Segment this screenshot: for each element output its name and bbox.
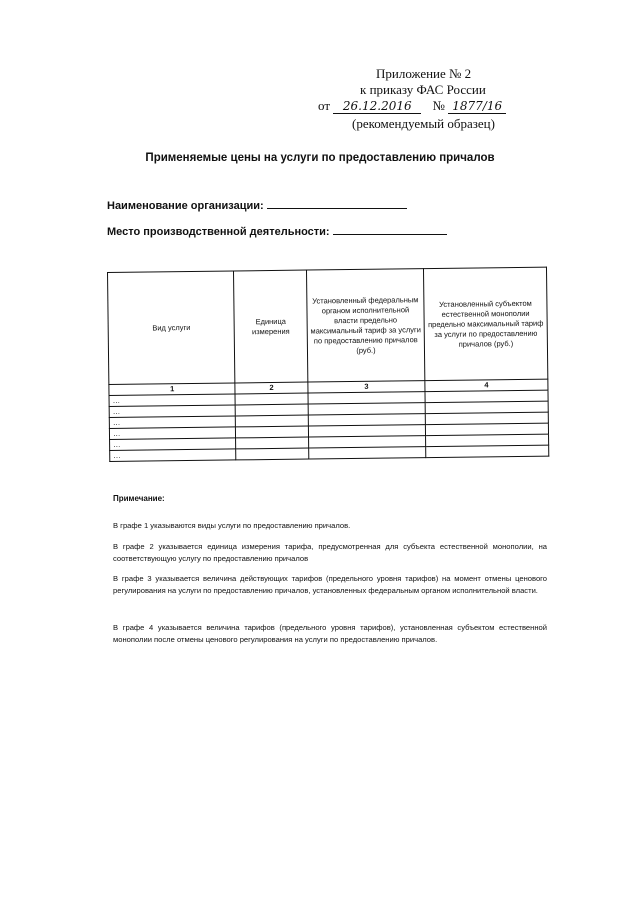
row-cell <box>236 448 309 460</box>
row-service-cell: … <box>110 449 237 462</box>
col-header-service: Вид услуги <box>108 271 236 385</box>
notes-heading: Примечание: <box>113 494 165 503</box>
order-reference: к приказу ФАС России <box>360 82 486 97</box>
row-cell <box>236 404 309 416</box>
row-service-cell: … <box>110 438 237 451</box>
appendix-label: Приложение № 2 <box>376 66 472 81</box>
col-number-3: 3 <box>308 381 425 393</box>
row-service-cell: … <box>109 405 236 418</box>
org-name-label: Наименование организации: <box>107 200 264 212</box>
order-number: 1877/16 <box>448 99 506 114</box>
row-cell <box>235 393 308 405</box>
place-label: Место производственной деятельности: <box>107 226 330 238</box>
page-title: Применяемые цены на услуги по предоставлению причалов <box>145 152 495 164</box>
col-number-4: 4 <box>425 379 548 392</box>
place-field <box>107 226 447 238</box>
note-3: В графе 3 указывается величина действующих тарифов (предельного уровня тарифов) на момент отмены ценового регулирования на услуги по предоставлению причалов, установленных федеральным органом исполнительной власти. <box>113 574 547 595</box>
col-number-1: 1 <box>109 383 236 396</box>
org-name-blank <box>267 200 407 209</box>
order-date-number-line <box>318 98 506 114</box>
date-prefix: от <box>318 98 331 113</box>
order-date: 26.12.2016 <box>333 99 421 114</box>
number-prefix: № <box>432 98 445 113</box>
row-service-cell: … <box>109 416 236 429</box>
note-1: В графе 1 указываются виды услуги по предоставлению причалов. <box>113 521 351 530</box>
org-name-field <box>107 200 407 212</box>
sample-note: (рекомендуемый образец) <box>352 116 495 131</box>
place-blank <box>333 226 447 235</box>
col-header-monopoly-tariff: Установленный субъектом естественной монополии предельно максимальный тариф за услуги по предоставлению причалов (руб.) <box>424 267 548 380</box>
row-cell <box>236 426 309 438</box>
row-service-cell: … <box>109 394 236 407</box>
col-number-2: 2 <box>235 382 308 394</box>
row-cell <box>236 437 309 449</box>
tariff-table <box>107 267 549 462</box>
row-cell <box>308 447 425 459</box>
note-4: В графе 4 указывается величина тарифов (предельного уровня тарифов), установленная субъектом естественной монополии после отмены ценового регулирования на услуги по предоставлению причалов. <box>113 623 547 644</box>
col-header-federal-tariff: Установленный федеральным органом исполнительной власти предельно максимальный тариф за услуги по предоставлению причалов (руб.) <box>306 269 425 382</box>
table-header-row <box>108 267 548 384</box>
col-header-unit: Единица измерения <box>234 270 308 383</box>
note-2: В графе 2 указывается единица измерения тарифа, предусмотренная для субъекта естественной монополии, на соответствующую услугу по предоставлению причалов <box>113 542 547 563</box>
row-cell <box>426 445 549 458</box>
row-service-cell: … <box>109 427 236 440</box>
row-cell <box>236 415 309 427</box>
